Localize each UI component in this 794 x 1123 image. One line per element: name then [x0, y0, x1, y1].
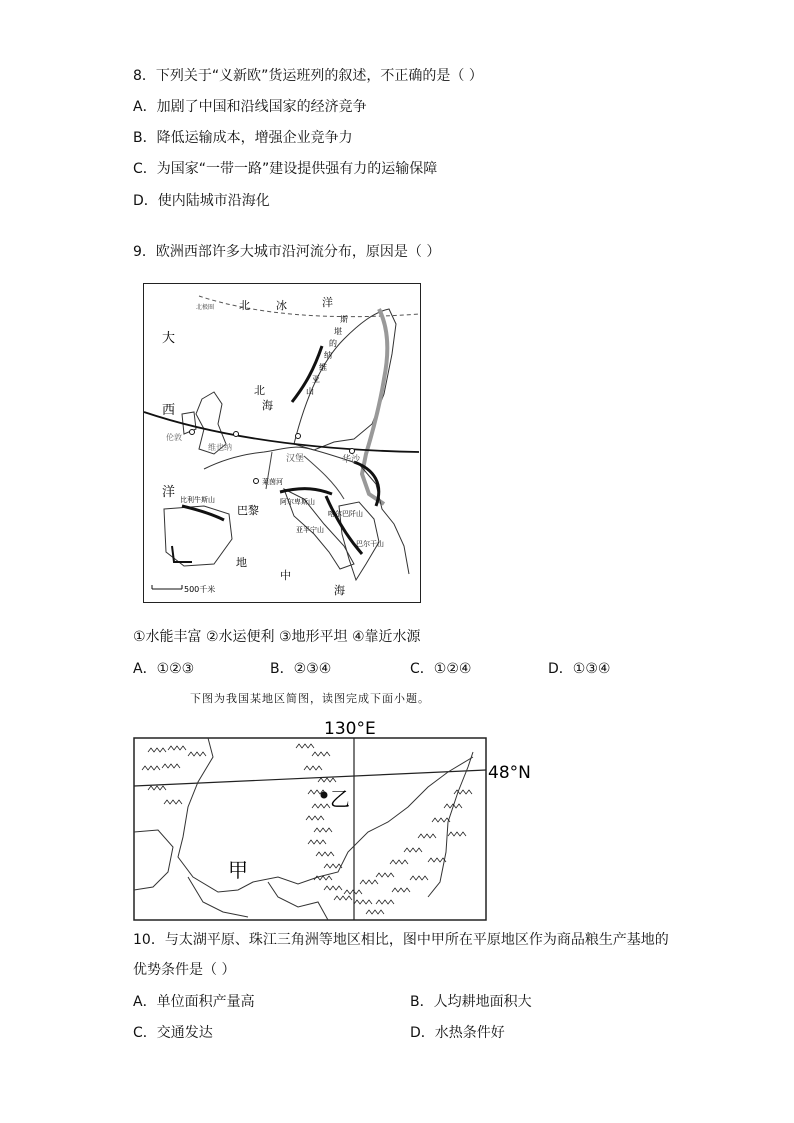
label-scand2: 堪: [334, 327, 342, 336]
label-beihai1: 北: [254, 384, 265, 397]
label-scale: 500千米: [184, 585, 216, 594]
label-laiyin: 莱茵河: [262, 478, 283, 486]
q9-statements: ①水能丰富 ②水运便利 ③地形平坦 ④靠近水源: [133, 629, 421, 645]
q9-option-b: B．②③④: [270, 661, 332, 677]
q9-stem: 9．欧洲西部许多大城市沿河流分布，原因是（ ）: [133, 244, 441, 260]
q10-option-a: A．单位面积产量高: [133, 994, 255, 1010]
point-yi-label: 乙: [330, 787, 350, 811]
label-bei: 北: [239, 299, 250, 312]
label-da: 大: [162, 331, 176, 346]
label-weina: 维也纳: [208, 443, 232, 452]
q9-option-c: C．①②④: [410, 661, 472, 677]
label-huasha: 华沙: [342, 455, 361, 465]
label-zhong: 中: [280, 569, 291, 582]
section-caption: 下图为我国某地区简图，读图完成下面小题。: [190, 692, 430, 705]
label-scand1: 斯: [340, 315, 348, 324]
label-alps: 阿尔卑斯山: [280, 498, 315, 506]
label-scand6: 亚: [312, 375, 320, 384]
label-arctic: 北极圈: [196, 304, 215, 311]
q9-option-d: D．①③④: [548, 661, 611, 677]
label-scand7: 山: [306, 387, 314, 396]
region-jia-label: 甲: [228, 858, 248, 882]
label-hai: 海: [334, 584, 345, 597]
label-yang2: 洋: [162, 485, 176, 500]
q8-option-c: C．为国家“一带一路”建设提供强有力的运输保障: [133, 161, 438, 177]
label-carpathian: 喀尔巴阡山: [328, 510, 363, 518]
label-apennines: 亚平宁山: [296, 526, 324, 534]
label-pyrenees: 比利牛斯山: [180, 496, 215, 504]
label-scand4: 纳: [324, 351, 332, 360]
q8-option-b: B．降低运输成本，增强企业竞争力: [133, 130, 353, 146]
q8-option-d: D．使内陆城市沿海化: [133, 193, 270, 209]
europe-map: [143, 283, 421, 603]
q10-stem-line1: 10．与太湖平原、珠江三角洲等地区相比，图中甲所在平原地区作为商品粮生产基地的: [133, 932, 669, 948]
q10-option-c: C．交通发达: [133, 1025, 213, 1041]
label-di: 地: [236, 556, 247, 569]
label-beihai2: 海: [262, 399, 273, 412]
q10-stem-line2: 优势条件是（ ）: [133, 962, 236, 978]
europe-map-svg: [144, 284, 420, 602]
label-yang: 洋: [322, 296, 333, 309]
label-scand3: 的: [329, 339, 337, 348]
q10-option-b: B．人均耕地面积大: [410, 994, 532, 1010]
q10-option-d: D．水热条件好: [410, 1025, 505, 1041]
label-balkan: 巴尔干山: [356, 540, 384, 548]
label-bing: 冰: [276, 299, 287, 312]
label-xi: 西: [162, 403, 176, 418]
label-scand5: 维: [319, 363, 327, 372]
label-lundun: 伦敦: [166, 433, 182, 442]
china-map: [128, 712, 538, 924]
lat-label: 48°N: [488, 763, 531, 783]
q8-stem: 8．下列关于“义新欧”货运班列的叙述，不正确的是（ ）: [133, 68, 483, 84]
label-hanbao: 汉堡: [286, 454, 305, 464]
q8-option-a: A．加剧了中国和沿线国家的经济竞争: [133, 99, 367, 115]
q9-option-a: A．①②③: [133, 661, 195, 677]
lon-label: 130°E: [324, 719, 376, 739]
label-paris: 巴黎: [237, 504, 259, 517]
